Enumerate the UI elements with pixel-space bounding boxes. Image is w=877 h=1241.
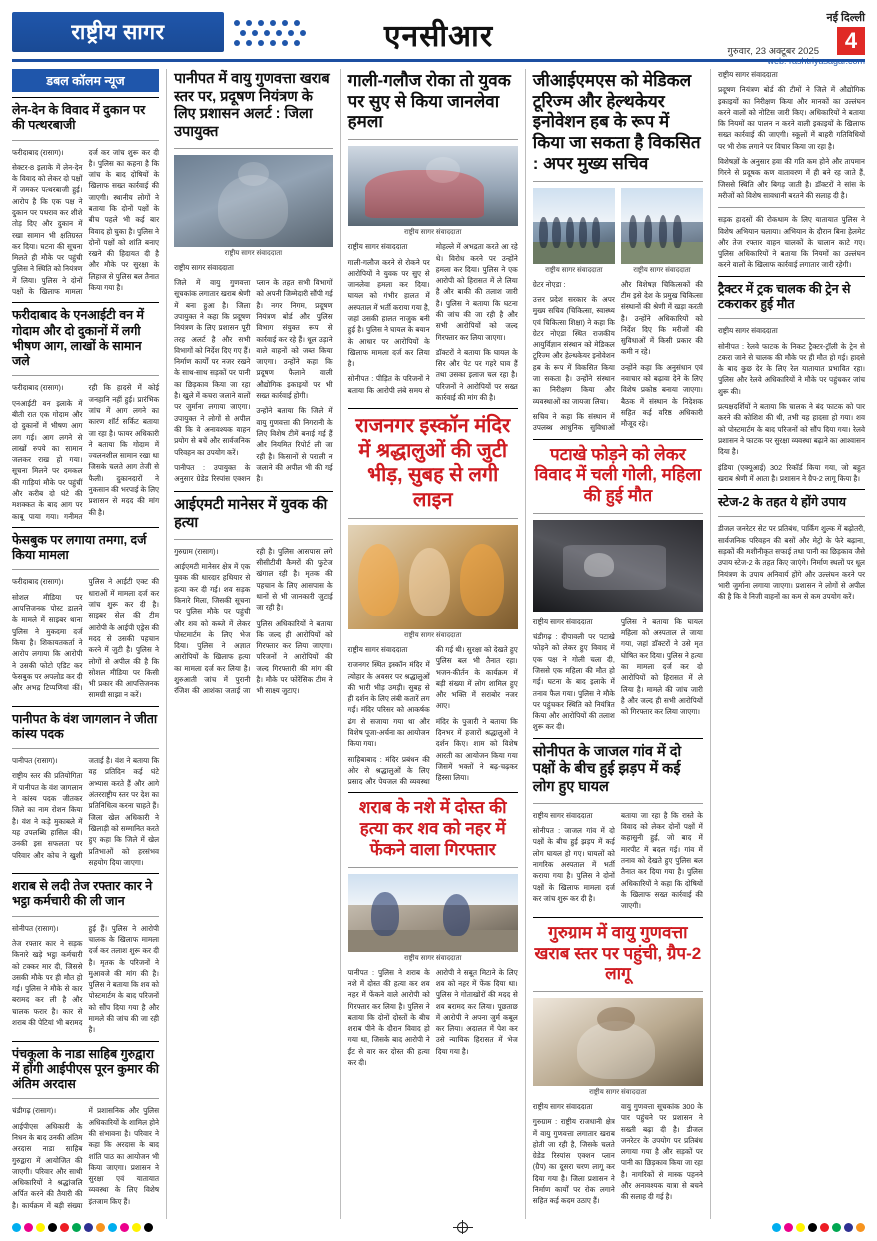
headline[interactable]: ट्रैक्टर में ट्रक चालक की ट्रेन से टकराकर हुई मौत bbox=[717, 281, 851, 311]
article-body: गुरुग्राम : राष्ट्रीय राजधानी क्षेत्र में वायु गुणवत्ता लगातार खराब होती जा रही है, जिसके चलते ग्रेडेड रिस्पांस एक्शन प्लान (ग्रैप) का दूसरा चरण लागू कर दिया गया है। जिला प्रशासन ने निर्माण कार्यों पर रोक लगाने सहित कई कदम उठाए हैं। bbox=[532, 1117, 615, 1206]
photo-caption-left: राष्ट्रीय सागर संवाददाता bbox=[545, 266, 603, 274]
article-photo-right bbox=[621, 188, 703, 264]
column-divider bbox=[710, 69, 711, 1219]
byline: पानीपत (रासाग)। bbox=[12, 756, 58, 766]
page-number-badge: 4 bbox=[837, 27, 865, 55]
section-ribbon: डबल कॉलम न्यूज bbox=[12, 69, 159, 92]
headline[interactable]: शराब से लदी तेज रफ्तार कार ने भट्ठा कर्मचारी की ली जान bbox=[12, 879, 153, 909]
headline[interactable]: शराब के नशे में दोस्त की हत्या कर शव को नहर में फेंकने वाला गिरफ्तार bbox=[358, 798, 507, 859]
article-photo bbox=[533, 520, 703, 612]
photo-caption: राष्ट्रीय सागर संवाददाता bbox=[404, 631, 462, 639]
article-body: सोशल मीडिया पर आपत्तिजनक पोस्ट डालने के मामले में साइबर थाना पुलिस ने मुकदमा दर्ज किया है। शिकायतकर्ता ने आरोप लगाया कि आरोपी ने उसकी फोटो एडिट कर फेसबुक पर अपलोड कर दी और अभद्र टिप्पणियां कीं। पुलिस ने आईटी एक्ट की धाराओं में मामला दर्ज कर जांच शुरू कर दी है। साइबर सेल की टीम आरोपी के आईपी एड्रेस की मदद से उसकी पहचान करने में जुटी है। पुलिस ने लोगों से अपील की है कि सोशल मीडिया पर किसी भी प्रकार की आपत्तिजनक सामग्री साझा न करें। bbox=[12, 577, 160, 700]
column-5 bbox=[718, 69, 865, 1219]
article-1-2 bbox=[12, 308, 159, 522]
article-body: राष्ट्रीय स्तर की प्रतियोगिता में पानीपत के वंश जागलान ने कांस्य पदक जीतकर जिले का नाम रोशन किया है। वंश ने कड़े मुकाबले में यह उपलब्धि हासिल की। उनकी इस सफलता पर परिवार और कोच ने खुशी जताई है। वंश ने बताया कि वह प्रतिदिन कई घंटे अभ्यास करते हैं और आगे अंतरराष्ट्रीय स्तर पर देश का प्रतिनिधित्व करना चाहते हैं। जिला खेल अधिकारी ने खिलाड़ी को सम्मानित करते हुए कहा कि जिले में खेल प्रतिभाओं को हरसंभव सहयोग दिया जाएगा। bbox=[12, 756, 160, 867]
byline: सोनीपत (रासाग)। bbox=[12, 923, 59, 933]
article-4-3 bbox=[533, 744, 703, 912]
byline: राष्ट्रीय सागर संवाददाता bbox=[717, 70, 778, 79]
article-5-2 bbox=[718, 214, 865, 270]
article-body: सड़क हादसों की रोकथाम के लिए यातायात पुलिस ने विशेष अभियान चलाया। अभियान के दौरान बिना हेलमेट और तेज रफ्तार वाहन चालकों के चालान काटे गए। पुलिस अधिकारियों ने बताया कि नियमों का उल्लंघन करने वालों के खिलाफ कार्रवाई लगातार जारी रहेगी। bbox=[717, 215, 865, 270]
article-body-2: प्रत्यक्षदर्शियों ने बताया कि चालक ने बंद फाटक को पार करने की कोशिश की थी, तभी यह हादसा हो गया। शव को पोस्टमार्टम के बाद परिजनों को सौंप दिया गया। रेलवे प्रशासन ने फाटक पर सुरक्षा व्यवस्था बढ़ाने का आश्वासन दिया है। bbox=[717, 402, 865, 457]
column-1 bbox=[12, 69, 159, 1219]
byline: राष्ट्रीय सागर संवाददाता bbox=[717, 326, 778, 336]
website-url[interactable]: web: rashtriyasagar.com bbox=[767, 56, 865, 66]
article-2-2 bbox=[174, 497, 333, 698]
photo-caption: राष्ट्रीय सागर संवाददाता bbox=[404, 954, 462, 962]
article-body-3: इंडिया (एक्यूआई) 302 रिकॉर्ड किया गया, जो बहुत खराब श्रेणी में आता है। प्रशासन ने ग्रैप-2 लागू किया है। bbox=[717, 462, 865, 483]
photo-caption: राष्ट्रीय सागर संवाददाता bbox=[404, 229, 462, 237]
article-3-3 bbox=[348, 798, 518, 1068]
article-1-3 bbox=[12, 533, 159, 701]
headline[interactable]: फरीदाबाद के एनआईटी वन में गोदाम और दो दुकानों में लगी भीषण आग, लाखों के सामान जले bbox=[12, 308, 145, 369]
article-body: सोनीपत : जाजल गांव में दो पक्षों के बीच हुई झड़प में कई लोग घायल हो गए। घायलों को नागरिक अस्पताल में भर्ती कराया गया है। पुलिस ने दोनों पक्षों के खिलाफ मामला दर्ज कर जांच शुरू कर दी है। bbox=[532, 826, 615, 903]
article-photo bbox=[533, 998, 703, 1086]
article-body-3: मंदिर के पुजारी ने बताया कि दिनभर में हजारों श्रद्धालुओं ने दर्शन किए। शाम को विशेष आरती का आयोजन किया गया जिसमें भक्तों ने बढ़-चढ़कर हिस्सा लिया। bbox=[435, 716, 518, 783]
article-body-2: पुलिस ने बताया कि घायल महिला को अस्पताल ले जाया गया, जहां डॉक्टरों ने उसे मृत घोषित कर दिया। पुलिस ने हत्या का मामला दर्ज कर दो आरोपियों को हिरासत में ले लिया है। मामले की जांच जारी है और जल्द ही सभी आरोपियों को गिरफ्तार कर लिया जाएगा। bbox=[620, 616, 703, 717]
article-body-2: पुलिस अधिकारियों ने बताया कि जल्द ही आरोपियों को गिरफ्तार कर लिया जाएगा। परिजनों ने आरोपियों की जल्द गिरफ्तारी की मांग की है। मौके पर फोरेंसिक टीम ने भी साक्ष्य जुटाए। bbox=[256, 618, 333, 696]
article-body-2: साहिबाबाद : मंदिर प्रबंधन की ओर से श्रद्धालुओं के लिए प्रसाद और पेयजल की व्यवस्था की गई थी। सुरक्षा को देखते हुए पुलिस बल भी तैनात रहा। भजन-कीर्तन के कार्यक्रम में बड़ी संख्या में लोग शामिल हुए और भक्ति में सराबोर नजर आए। bbox=[347, 644, 518, 787]
headline[interactable]: राजनगर इस्कॉन मंदिर में श्रद्धालुओं की जुटी भीड़, सुबह से लगी लाइन bbox=[355, 415, 511, 511]
article-body-2: वायु गुणवत्ता सूचकांक 300 के पार पहुंचने पर प्रशासन ने सख्ती बढ़ा दी है। डीजल जनरेटर के उपयोग पर प्रतिबंध लगाया गया है और सड़कों पर पानी का छिड़काव किया जा रहा है। नागरिकों से मास्क पहनने और अनावश्यक यात्रा से बचने की सलाह दी गई है। bbox=[620, 1102, 703, 1202]
headline[interactable]: गुरुग्राम में वायु गुणवत्ता खराब स्तर पर पहुंची, ग्रैप-2 लागू bbox=[534, 922, 702, 984]
article-body: जिले में वायु गुणवत्ता सूचकांक लगातार खराब श्रेणी में बना हुआ है। जिला उपायुक्त ने कहा कि प्रदूषण नियंत्रण के लिए प्रशासन पूरी तरह अलर्ट है और सभी विभागों को निर्देश दिए गए हैं। निर्माण कार्यों पर नजर रखने के साथ-साथ सड़कों पर पानी का छिड़काव किया जा रहा है। खुले में कचरा जलाने वालों पर जुर्माना लगाया जाएगा। उपायुक्त ने लोगों से अपील की कि वे अनावश्यक वाहन प्रयोग से बचें और सार्वजनिक परिवहन का उपयोग करें। bbox=[174, 278, 251, 457]
byline: राष्ट्रीय सागर संवाददाता bbox=[347, 242, 408, 252]
logo-text: राष्ट्रीय सागर bbox=[71, 21, 165, 44]
article-photo bbox=[348, 525, 518, 629]
article-body: डीजल जनरेटर सेट पर प्रतिबंध, पार्किंग शुल्क में बढ़ोतरी, सार्वजनिक परिवहन की बसों और मेट्रो के फेरे बढ़ाना, सड़कों की मशीनीकृत सफाई तथा पानी का छिड़काव जैसे उपाय स्टेज-2 के तहत किए जाएंगे। निर्माण स्थलों पर धूल नियंत्रण के उपाय अनिवार्य होंगे और उल्लंघन करने पर भारी जुर्माना लगाया जाएगा। प्रशासन ने लोगों से अपील की है कि वे निजी वाहनों का कम से कम उपयोग करें। bbox=[717, 524, 865, 602]
article-body-2: विशेषज्ञों के अनुसार हवा की गति कम होने और तापमान गिरने से प्रदूषक कण वातावरण में ही बने रह जाते हैं, जिससे स्थिति और बिगड़ जाती है। डॉक्टरों ने सांस के मरीजों को विशेष सावधानी बरतने की सलाह दी है। bbox=[717, 157, 865, 200]
headline[interactable]: गाली-गलौज रोका तो युवक पर सुए से किया जानलेवा हमला bbox=[347, 71, 511, 132]
headline[interactable]: फेसबुक पर लगाया तमगा, दर्ज किया मामला bbox=[12, 532, 147, 563]
article-body: एनआईटी वन इलाके में बीती रात एक गोदाम और दो दुकानों में भीषण आग लग गई। आग लगने से लाखों रुपये का सामान जलकर राख हो गया। सूचना मिलने पर दमकल की गाड़ियां मौके पर पहुंचीं और करीब दो घंटे की मशक्कत के बाद आग पर काबू पाया गया। गनीमत रही कि हादसे में कोई जनहानि नहीं हुई। प्रारंभिक जांच में आग लगने का कारण शॉर्ट सर्किट बताया जा रहा है। फायर अधिकारी ने बताया कि गोदाम में ज्वलनशील सामान रखा था जिसके चलते आग तेजी से फैली। दुकानदारों ने नुकसान की भरपाई के लिए प्रशासन से मदद की मांग की है। bbox=[12, 383, 160, 521]
article-body-3: डॉक्टरों ने बताया कि घायल के सिर और पेट पर गहरे घाव हैं तथा उसका इलाज चल रहा है। परिजनों ने आरोपियों पर सख्त कार्रवाई की मांग की है। bbox=[435, 347, 518, 403]
article-body: सोनीपत : रेलवे फाटक के निकट ट्रैक्टर-ट्रॉली के ट्रेन से टकरा जाने से चालक की मौके पर ही मौत हो गई। हादसे के बाद कुछ देर के लिए रेल यातायात प्रभावित रहा। पुलिस और रेलवे अधिकारियों ने मौके पर पहुंचकर जांच शुरू की। bbox=[717, 341, 865, 396]
print-registration-bar bbox=[12, 1219, 865, 1235]
article-photo-left bbox=[533, 188, 615, 264]
article-photo bbox=[348, 874, 518, 952]
byline: चंडीगढ़ (रासाग)। bbox=[12, 1106, 57, 1116]
article-1-1 bbox=[12, 103, 159, 297]
article-body-3: उन्होंने कहा कि अनुसंधान एवं नवाचार को बढ़ावा देने के लिए विशेष प्रकोष्ठ बनाया जाएगा। बैठक में संस्थान के निदेशक सहित कई वरिष्ठ अधिकारी मौजूद रहे। bbox=[620, 362, 703, 429]
article-body: आईपीएस अधिकारी के निधन के बाद उनकी अंतिम अरदास नाडा साहिब गुरुद्वारा में आयोजित की जाएगी। परिवार और साथी अधिकारियों ने श्रद्धांजलि अर्पित करने की तैयारी की है। कार्यक्रम में बड़ी संख्या में प्रशासनिक और पुलिस अधिकारियों के शामिल होने की संभावना है। परिवार ने कहा कि अरदास के बाद शांति पाठ का आयोजन भी किया जाएगा। प्रशासन ने सुरक्षा एवं यातायात व्यवस्था के लिए विशेष इंतजाम किए हैं। bbox=[12, 1106, 160, 1210]
article-body: पानीपत : पुलिस ने शराब के नशे में दोस्त की हत्या कर शव नहर में फेंकने वाले आरोपी को गिरफ्तार कर लिया है। पुलिस ने बताया कि दोनों दोस्तों के बीच शराब पीने के दौरान विवाद हो गया था, जिसके बाद आरोपी ने ईंट से वार कर दोस्त की हत्या कर दी। bbox=[347, 967, 430, 1068]
article-1-5 bbox=[12, 879, 159, 1035]
headline[interactable]: स्टेज-2 के तहत ये होंगे उपाय bbox=[717, 495, 846, 510]
article-body-2: सोनीपत : पीड़ित के परिजनों ने बताया कि आरोपी लंबे समय से मोहल्ले में अभद्रता करते आ रहे थे। विरोध करने पर उन्होंने हमला कर दिया। पुलिस ने एक आरोपी को हिरासत में ले लिया है और बाकी की तलाश जारी है। पुलिस ने बताया कि घटना की जांच की जा रही है और सभी आरोपियों को जल्द गिरफ्तार कर लिया जाएगा। bbox=[347, 242, 518, 395]
article-body: आईएमटी मानेसर क्षेत्र में एक युवक की धारदार हथियार से हत्या कर दी गई। शव सड़क किनारे मिला, जिसकी सूचना पर पुलिस मौके पर पहुंची और शव को कब्जे में लेकर पोस्टमार्टम के लिए भेज दिया। पुलिस ने अज्ञात आरोपियों के खिलाफ हत्या का मामला दर्ज कर लिया है। शुरुआती जांच में पुरानी रंजिश की आशंका जताई जा रही है। पुलिस आसपास लगे सीसीटीवी कैमरों की फुटेज खंगाल रही है। मृतक की पहचान के लिए आसपास के थानों से भी जानकारी जुटाई जा रही है। bbox=[174, 546, 333, 696]
byline: गुरुग्राम (रासाग)। bbox=[174, 546, 219, 556]
headline[interactable]: पटाखे फोड़ने को लेकर विवाद में चली गोली, महिला की हुई मौत bbox=[534, 444, 702, 505]
article-body: चंडीगढ़ : दीपावली पर पटाखे फोड़ने को लेकर हुए विवाद में एक पक्ष ने गोली चला दी, जिससे एक महिला की मौत हो गई। घटना के बाद इलाके में तनाव फैल गया। पुलिस ने मौके पर पहुंचकर स्थिति को नियंत्रित किया और आरोपियों की तलाश शुरू कर दी। bbox=[532, 632, 615, 732]
article-body-2: पानीपत : उपायुक्त के अनुसार ग्रेडेड रिस्पांस एक्शन प्लान के तहत सभी विभागों को अपनी जिम्मेदारी सौंपी गई है। नगर निगम, प्रदूषण नियंत्रण बोर्ड और पुलिस विभाग संयुक्त रूप से कार्रवाई कर रहे हैं। धूल उड़ाने वाले वाहनों को जब्त किया जाएगा। उन्होंने कहा कि प्रदूषण फैलाने वाली औद्योगिक इकाइयों पर भी सख्त कार्रवाई होगी। bbox=[174, 278, 333, 484]
page-grid bbox=[12, 69, 865, 1219]
article-5-3 bbox=[718, 282, 865, 484]
column-divider bbox=[340, 69, 341, 1219]
article-5-1 bbox=[718, 69, 865, 201]
article-body-2: बताया जा रहा है कि रास्ते के विवाद को लेकर दोनों पक्षों में कहासुनी हुई, जो बाद में मारपीट में बदल गई। गांव में तनाव को देखते हुए पुलिस बल तैनात कर दिया गया है। पुलिस अधिकारियों ने कहा कि दोषियों के खिलाफ सख्त कार्रवाई की जाएगी। bbox=[620, 810, 703, 911]
byline: ग्रेटर नोएडा : bbox=[532, 279, 566, 289]
byline: फरीदाबाद (रासाग)। bbox=[12, 577, 64, 587]
article-body-2: सचिव ने कहा कि संस्थान में उपलब्ध आधुनिक सुविधाओं और विशेषज्ञ चिकित्सकों की टीम इसे देश के प्रमुख चिकित्सा संस्थानों की श्रेणी में खड़ा करती है। उन्होंने अधिकारियों को निर्देश दिए कि मरीजों की सुविधाओं में किसी प्रकार की कमी न रहे। bbox=[532, 279, 703, 433]
byline: राष्ट्रीय सागर संवाददाता bbox=[532, 1102, 593, 1111]
headline[interactable]: लेन-देन के विवाद में दुकान पर की पत्थरबाजी bbox=[12, 103, 146, 133]
byline: राष्ट्रीय सागर संवाददाता bbox=[532, 616, 593, 626]
article-photo bbox=[348, 146, 518, 226]
column-divider bbox=[525, 69, 526, 1219]
article-body: गाली-गलौज करने से रोकने पर आरोपियों ने युवक पर सुए से जानलेवा हमला कर दिया। घायल को गंभीर हालत में अस्पताल में भर्ती कराया गया है, जहां उसकी हालत नाजुक बनी हुई है। पुलिस ने घायल के बयान के आधार पर आरोपियों के खिलाफ मामला दर्ज कर लिया है। bbox=[347, 257, 430, 369]
masthead bbox=[12, 10, 865, 66]
article-3-1 bbox=[348, 71, 518, 403]
article-body: प्रदूषण नियंत्रण बोर्ड की टीमों ने जिले में औद्योगिक इकाइयों का निरीक्षण किया और मानकों का उल्लंघन करने वालों को नोटिस जारी किए। अधिकारियों ने बताया कि नियमों का पालन न करने वाली इकाइयों के खिलाफ सख्त कार्रवाई की जाएगी। स्कूलों में बाहरी गतिविधियों पर भी रोक लगाने पर विचार किया जा रहा है। bbox=[717, 85, 865, 151]
color-swatches bbox=[12, 1223, 153, 1232]
article-body: सेक्टर-8 इलाके में लेन-देन के विवाद को लेकर दो पक्षों में जमकर पत्थरबाजी हुई। आरोप है कि एक पक्ष ने दुकान पर पथराव कर शीशे तोड़ दिए और दुकान में रखा सामान भी क्षतिग्रस्त कर दिया। घटना की सूचना मिलते ही मौके पर पहुंची पुलिस ने स्थिति को नियंत्रण में लिया। पुलिस ने दोनों पक्षों के खिलाफ मामला दर्ज कर जांच शुरू कर दी है। पुलिस का कहना है कि जांच के बाद दोषियों के खिलाफ सख्त कार्रवाई की जाएगी। स्थानीय लोगों ने बताया कि दोनों पक्षों के बीच पहले भी कई बार विवाद हो चुका है। पुलिस ने दोनों पक्षों को शांति बनाए रखने की हिदायत दी है और मौके पर सुरक्षा के लिहाज से पुलिस बल तैनात किया गया है। bbox=[12, 147, 160, 297]
byline: राष्ट्रीय सागर संवाददाता bbox=[174, 262, 234, 272]
color-swatches-right bbox=[772, 1223, 865, 1232]
headline[interactable]: सोनीपत के जाजल गांव में दो पक्षों के बीच हुई झड़प में कई लोग हुए घायल bbox=[532, 743, 682, 796]
article-5-4 bbox=[718, 495, 865, 602]
page-meta bbox=[826, 10, 865, 55]
article-body: राजनगर स्थित इस्कॉन मंदिर में त्योहार के अवसर पर श्रद्धालुओं की भारी भीड़ उमड़ी। सुबह से ही दर्शन के लिए लंबी कतारें लग गईं। मंदिर परिसर को आकर्षक ढंग से सजाया गया था और विशेष पूजा-अर्चना का आयोजन किया गया। bbox=[347, 660, 430, 749]
article-2-1 bbox=[174, 71, 333, 486]
photo-caption-right: राष्ट्रीय सागर संवाददाता bbox=[633, 266, 691, 274]
article-body: तेज रफ्तार कार ने सड़क किनारे खड़े भट्ठा कर्मचारी को टक्कर मार दी, जिससे उसकी मौके पर ही मौत हो गई। पुलिस ने मौके से कार बरामद कर ली है और चालक फरार है। कार से शराब की पेटियां भी बरामद हुई हैं। पुलिस ने आरोपी चालक के खिलाफ मामला दर्ज कर तलाश शुरू कर दी है। मृतक के परिजनों ने मुआवजे की मांग की है। पुलिस ने बताया कि शव को पोस्टमार्टम के बाद परिजनों को सौंप दिया गया है और मामले की जांच की जा रही है। bbox=[12, 923, 160, 1035]
photo-caption: राष्ट्रीय सागर संवाददाता bbox=[589, 1089, 647, 1096]
column-3 bbox=[348, 69, 518, 1219]
city-label: नई दिल्ली bbox=[826, 12, 865, 24]
article-4-1 bbox=[533, 71, 703, 434]
byline: राष्ट्रीय सागर संवाददाता bbox=[532, 810, 593, 820]
column-4 bbox=[533, 69, 703, 1219]
article-4-2 bbox=[533, 445, 703, 733]
column-divider bbox=[166, 69, 167, 1219]
article-body-2: आरोपी ने सबूत मिटाने के लिए शव को नहर में फेंक दिया था। पुलिस ने गोताखोरों की मदद से शव बरामद कर लिया। पूछताछ में आरोपी ने अपना जुर्म कबूल कर लिया। अदालत में पेश कर उसे न्यायिक हिरासत में भेज दिया गया है। bbox=[435, 967, 518, 1056]
headline[interactable]: पानीपत के वंश जागलान ने जीता कांस्य पदक bbox=[12, 711, 158, 741]
byline: फरीदाबाद (रासाग)। bbox=[12, 147, 64, 157]
byline: फरीदाबाद (रासाग)। bbox=[12, 383, 64, 393]
article-body-3: उन्होंने बताया कि जिले में वायु गुणवत्ता की निगरानी के लिए विशेष टीमें बनाई गई हैं और नियमित रिपोर्ट ली जा रही है। किसानों से पराली न जलाने की अपील भी की गई है। bbox=[256, 406, 333, 484]
photo-caption: राष्ट्रीय सागर संवाददाता bbox=[224, 249, 283, 257]
headline[interactable]: पंचकूला के नाडा साहिब गुरुद्वारा में होंगी आईपीएस पूरन कुमार की अंतिम अरदास bbox=[12, 1046, 160, 1092]
registration-mark-icon bbox=[453, 1220, 473, 1234]
article-photo bbox=[174, 155, 333, 247]
article-1-4 bbox=[12, 712, 159, 868]
column-2 bbox=[174, 69, 333, 1219]
section-title: एनसीआर bbox=[383, 20, 494, 53]
article-body: उत्तर प्रदेश सरकार के अपर मुख्य सचिव (चिकित्सा, स्वास्थ्य एवं चिकित्सा शिक्षा) ने कहा कि ग्रेटर नोएडा स्थित राजकीय आयुर्विज्ञान संस्थान को मेडिकल टूरिज्म और हेल्थकेयर इनोवेशन हब के रूप में विकसित किया जा सकता है। उन्होंने संस्थान का निरीक्षण किया और व्यवस्थाओं का जायजा लिया। bbox=[532, 294, 615, 406]
date-line: गुरुवार, 23 अक्टूबर 2025 bbox=[727, 46, 819, 57]
byline: राष्ट्रीय सागर संवाददाता bbox=[347, 644, 408, 654]
headline[interactable]: जीआईएमएस को मेडिकल टूरिज्म और हेल्थकेयर इनोवेशन हब के रूप में किया जा सकता है विकसित : अपर मुख्य सचिव bbox=[532, 71, 701, 173]
article-1-6 bbox=[12, 1047, 159, 1211]
article-3-2 bbox=[348, 414, 518, 787]
headline[interactable]: पानीपत में वायु गुणवत्ता खराब स्तर पर, प्रदूषण नियंत्रण के लिए प्रशासन अलर्ट : जिला उपायुक्त bbox=[174, 71, 330, 141]
article-4-4 bbox=[533, 923, 703, 1209]
headline[interactable]: आईएमटी मानेसर में युवक की हत्या bbox=[174, 497, 328, 532]
